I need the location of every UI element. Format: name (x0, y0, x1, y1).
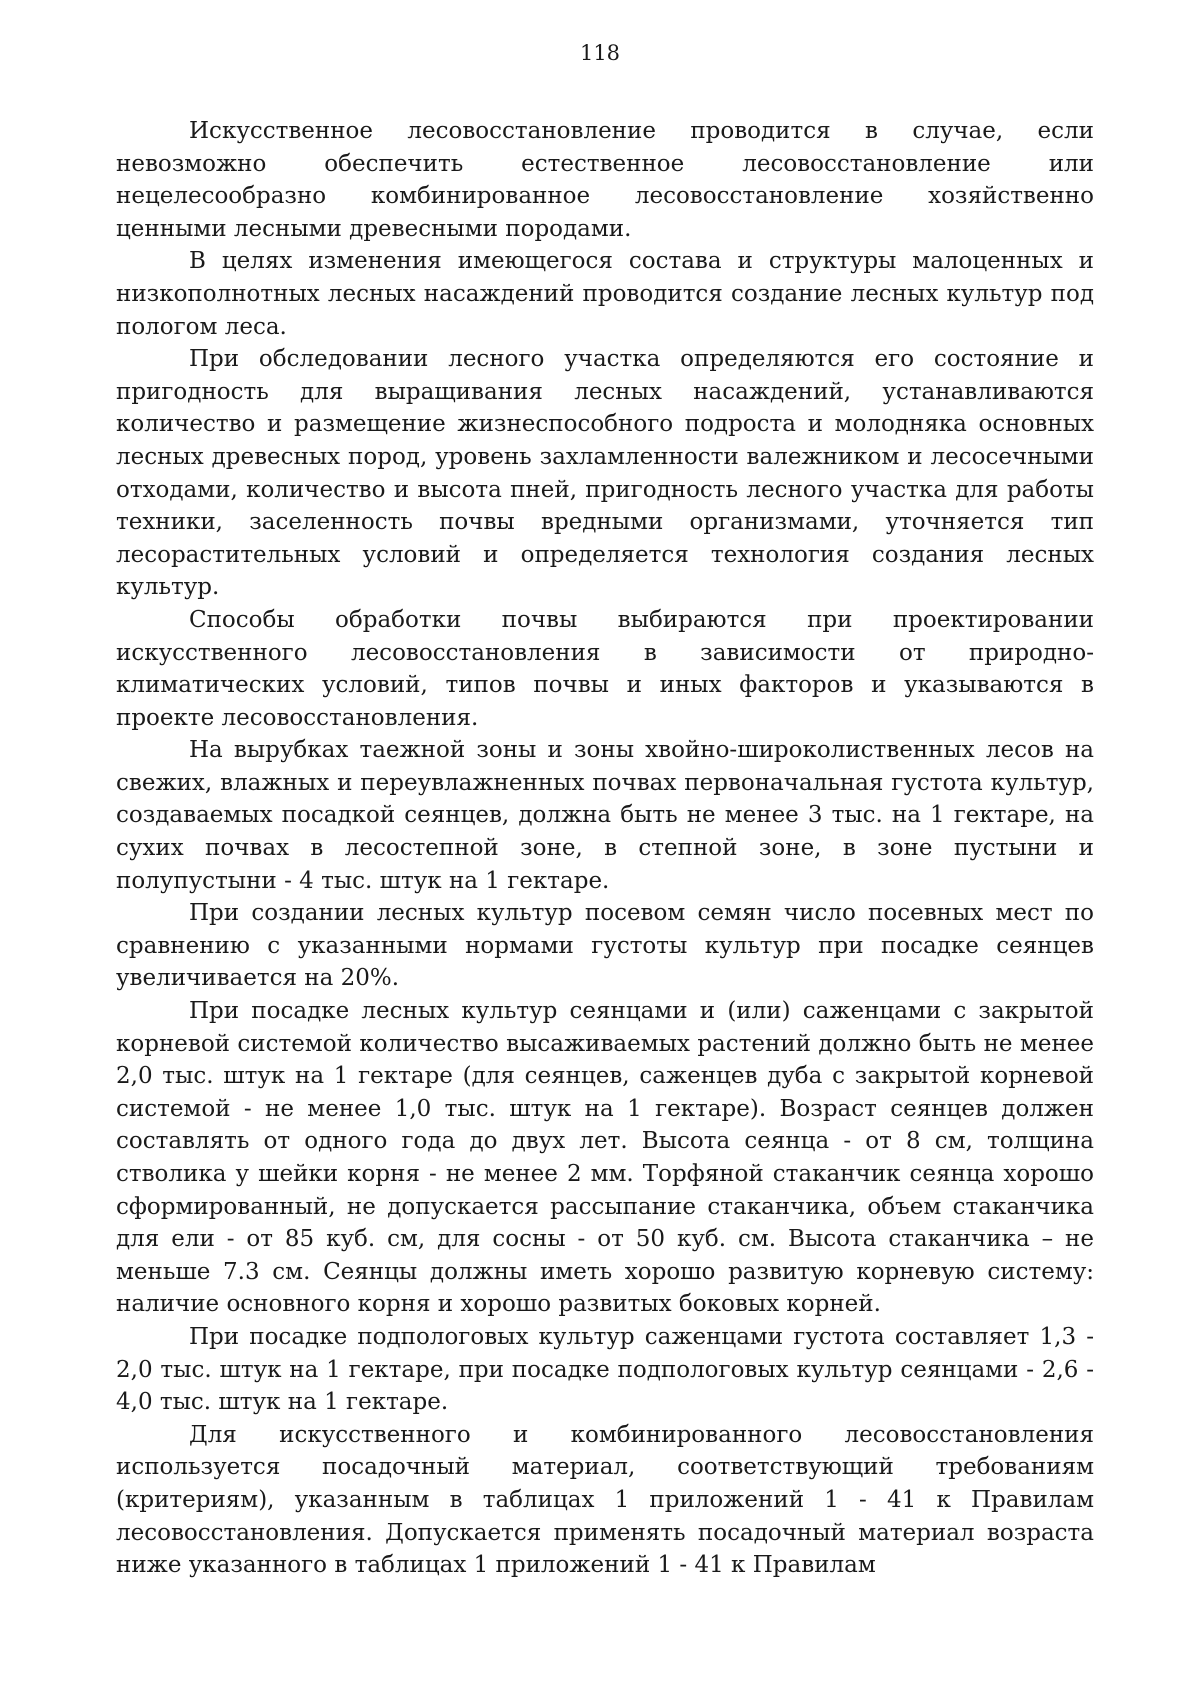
paragraph-6: При создании лесных культур посевом семян число посевных мест по сравнению с указанными нормами густоты культур при посадке сеянцев увеличивается на 20%. (116, 900, 1094, 992)
paragraph-8: При посадке подпологовых культур саженцами густота составляет 1,3 - 2,0 тыс. штук на 1 гектаре, при посадке подпологовых культур сеянцами - 2,6 - 4,0 тыс. штук на 1 гектаре. (116, 1323, 1094, 1416)
paragraph-7: При посадке лесных культур сеянцами и (или) саженцами с закрытой корневой системой количество высаживаемых растений должно быть не менее 2,0 тыс. штук на 1 гектаре (для сеянцев, саженцев дуба с закрытой корневой системой - не менее 1,0 тыс. штук на 1 гектаре). Возраст сеянцев должен составлять от одного года до двух лет. Высота сеянца - от 8 см, толщина стволика у шейки корня - не менее 2 мм. Торфяной стаканчик сеянца хорошо сформированный, не допускается рассыпание стаканчика, объем стаканчика для ели - от 85 куб. см, для сосны - от 50 куб. см. Высота стаканчика – не меньше 7.3 см. Сеянцы должны иметь хорошо развитую корневую систему: наличие основного корня и хорошо развитых боковых корней. (116, 998, 1094, 1318)
paragraph-4: Способы обработки почвы выбираются при проектировании искусственного лесовосстановления в зависимости от природно-климатических условий, типов почвы и иных факторов и указываются в проекте лесовосстановления. (116, 606, 1094, 731)
document-body (116, 115, 1094, 1582)
page-number: 118 (579, 41, 621, 65)
paragraph-9: Для искусственного и комбинированного лесовосстановления используется посадочный материал, соответствующий требованиям (критериям), указанным в таблицах 1 приложений 1 - 41 к Правилам лесовосстановления. Допускается применять посадочный материал возраста ниже указанного в таблицах 1 приложений 1 - 41 к Правилам (116, 1421, 1094, 1579)
paragraph-5: На вырубках таежной зоны и зоны хвойно-широколиственных лесов на свежих, влажных и переувлажненных почвах первоначальная густота культур, создаваемых посадкой сеянцев, должна быть не менее 3 тыс. на 1 гектаре, на сухих почвах в лесостепной зоне, в степной зоне, в зоне пустыни и полупустыни - 4 тыс. штук на 1 гектаре. (116, 737, 1094, 894)
paragraph-3: При обследовании лесного участка определяются его состояние и пригодность для выращивания лесных насаждений, устанавливаются количество и размещение жизнеспособного подроста и молодняка основных лесных древесных пород, уровень захламленности валежником и лесосечными отходами, количество и высота пней, пригодность лесного участка для работы техники, заселенность почвы вредными организмами, уточняется тип лесорастительных условий и определяется технология создания лесных культур. (116, 346, 1094, 601)
paragraph-2: В целях изменения имеющегося состава и структуры малоценных и низкополнотных лесных насаждений проводится создание лесных культур под пологом леса. (116, 248, 1094, 340)
paragraph-1: Искусственное лесовосстановление проводится в случае, если невозможно обеспечить естественное лесовосстановление или нецелесообразно комбинированное лесовосстановление хозяйственно ценными лесными древесными породами. (116, 118, 1094, 242)
